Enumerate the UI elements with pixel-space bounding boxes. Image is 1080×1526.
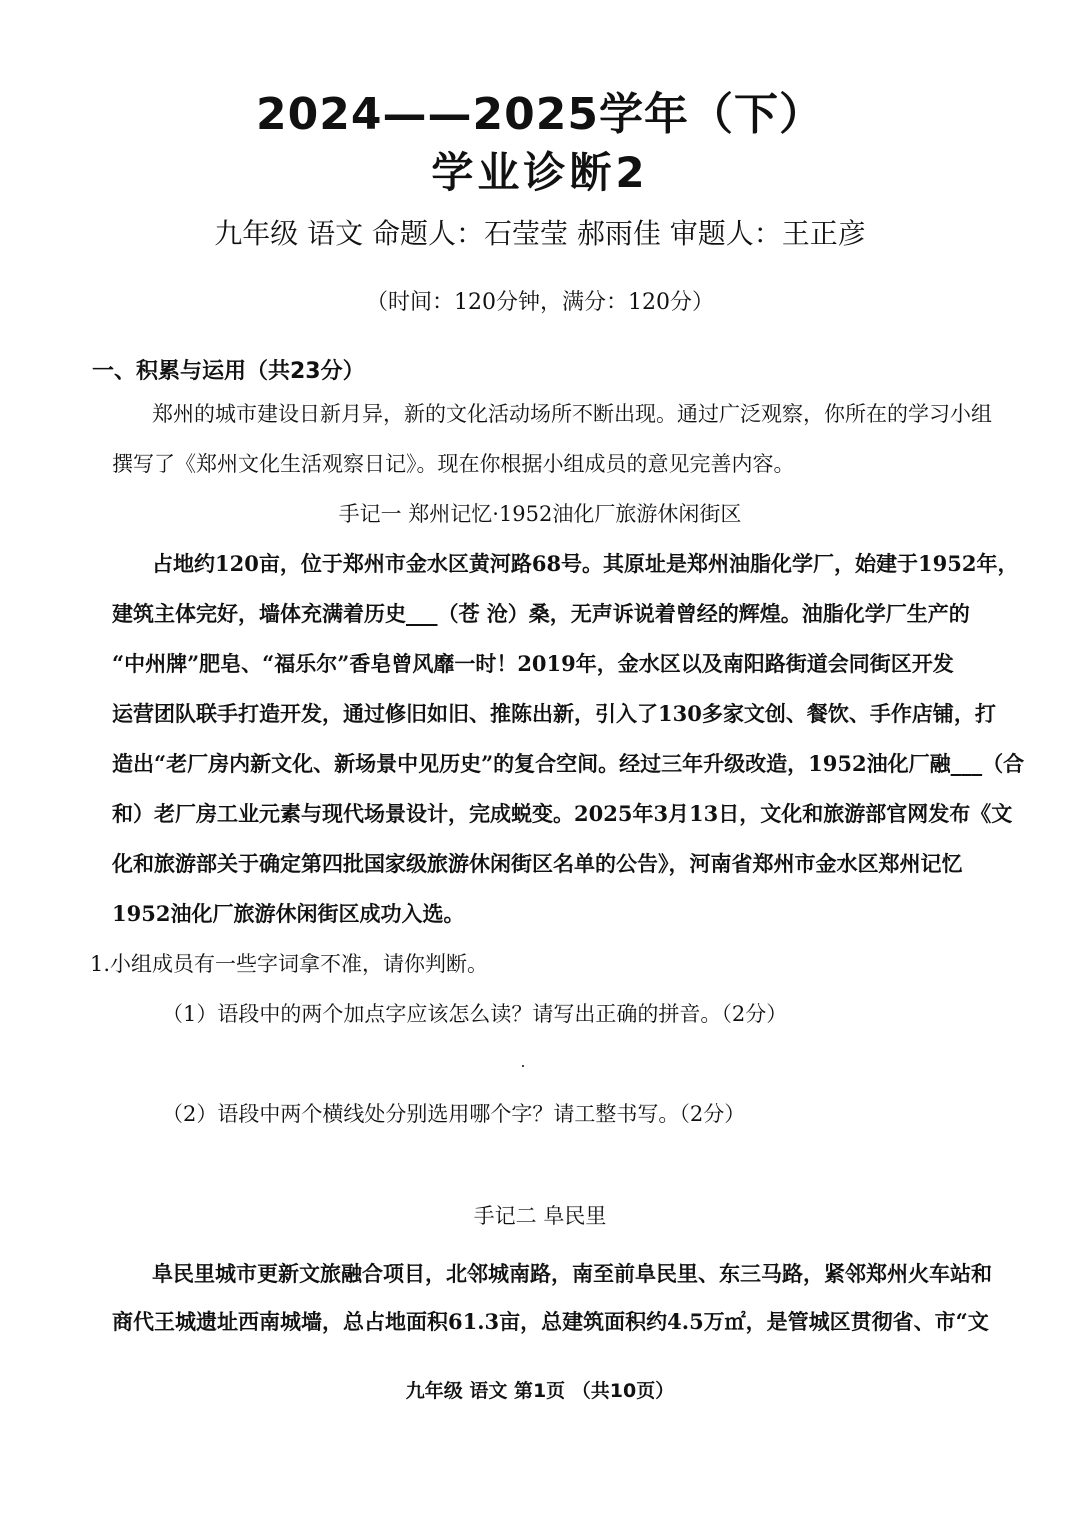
- note1-line: 占地约120亩，位于郑州市金水区黄河路68号。其原址是郑州油脂化学厂，始建于1952年，: [152, 551, 1019, 576]
- note1-line: 运营团队联手打造开发，通过修旧如旧、推陈出新，引入了130多家文创、餐饮、手作店铺，打: [112, 701, 996, 726]
- page-footer: 九年级 语文 第1页 （共10页）: [405, 1380, 675, 1402]
- note1-line: 造出“老厂房内新文化、新场景中见历史”的复合空间。经过三年升级改造，1952油化厂融___（合: [112, 751, 1025, 776]
- intro-line: 郑州的城市建设日新月异，新的文化活动场所不断出现。通过广泛观察，你所在的学习小组: [152, 402, 992, 426]
- scan-speck: [522, 1065, 524, 1067]
- note2-line: 阜民里城市更新文旅融合项目，北邻城南路，南至前阜民里、东三马路，紧邻郑州火车站和: [152, 1261, 992, 1286]
- note1-line: 1952油化厂旅游休闲街区成功入选。: [112, 901, 465, 926]
- note1-title: 手记一 郑州记忆·1952油化厂旅游休闲街区: [338, 502, 742, 526]
- note1-line: 建筑主体完好，墙体充满着历史___（苍 沧）桑，无声诉说着曾经的辉煌。油脂化学厂生产的: [112, 601, 970, 626]
- intro-line: 撰写了《郑州文化生活观察日记》。现在你根据小组成员的意见完善内容。: [112, 452, 795, 476]
- note1-line: “中州牌”肥皂、“福乐尔”香皂曾风靡一时！2019年，金水区以及南阳路街道会同街区开发: [112, 651, 954, 676]
- note1-line: 化和旅游部关于确定第四批国家级旅游休闲街区名单的公告》，河南省郑州市金水区郑州记忆: [112, 851, 963, 876]
- question-sub2: （2）语段中两个横线处分别选用哪个字？请工整书写。（2分）: [162, 1102, 746, 1126]
- question-stem: 1.小组成员有一些字词拿不准，请你判断。: [90, 952, 489, 976]
- exam-title: 2024——2025学年（下）: [256, 89, 824, 140]
- note2-title: 手记二 阜民里: [473, 1204, 607, 1228]
- exam-time-info: （时间：120分钟，满分：120分）: [366, 290, 714, 315]
- note1-line: 和）老厂房工业元素与现代场景设计，完成蜕变。2025年3月13日，文化和旅游部官网发布《文: [112, 801, 1013, 826]
- exam-authors: 九年级 语文 命题人：石莹莹 郝雨佳 审题人：王正彦: [214, 217, 866, 250]
- question-sub1: （1）语段中的两个加点字应该怎么读？请写出正确的拼音。（2分）: [162, 1002, 788, 1026]
- section-heading: 一、积累与运用（共23分）: [92, 359, 365, 384]
- exam-subtitle: 学业诊断2: [431, 148, 649, 197]
- note2-line: 商代王城遗址西南城墙，总占地面积61.3亩，总建筑面积约4.5万㎡，是管城区贯彻省、市“文: [112, 1309, 989, 1334]
